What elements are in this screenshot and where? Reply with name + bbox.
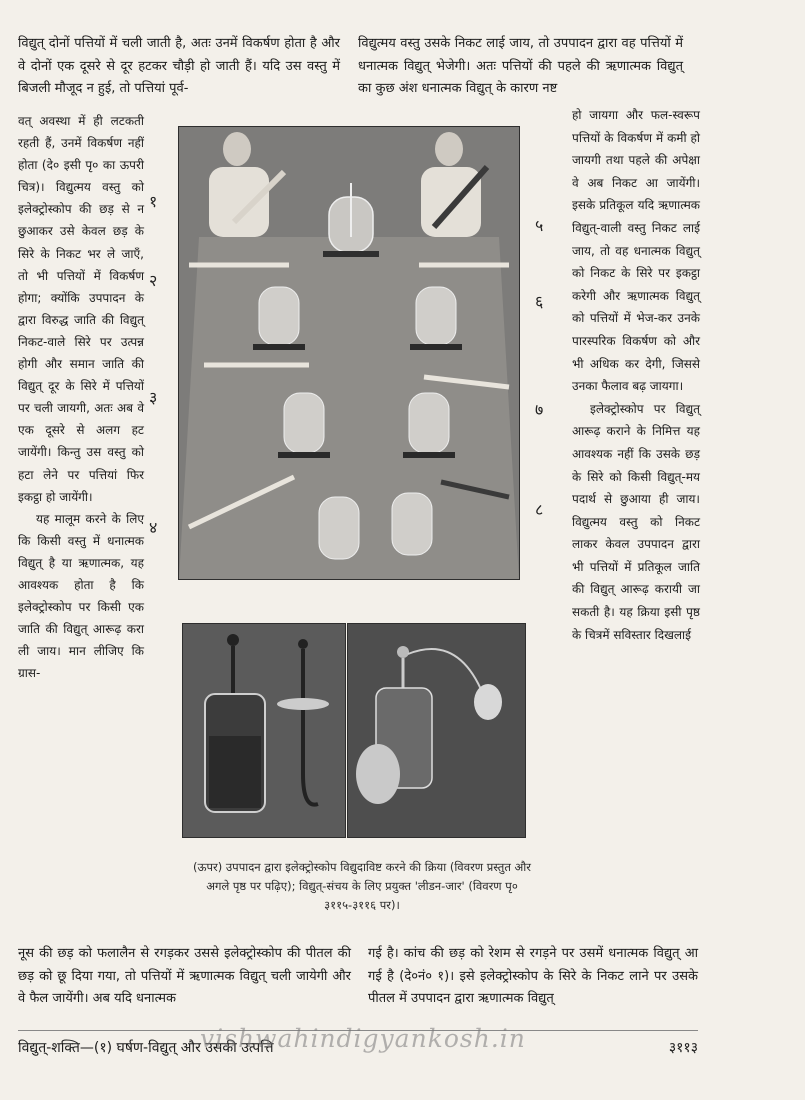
leyden-jar-drawing-right bbox=[348, 624, 525, 837]
footer-section-title: विद्युत्-शक्ति—(१) घर्षण-विद्युत् और उसकी उत्पत्ति bbox=[18, 1040, 274, 1056]
right-column bbox=[572, 104, 700, 646]
left-column-paragraph-2: यह मालूम करने के लिए कि किसी वस्तु में धनात्मक विद्युत् है या ऋणात्मक, यह आवश्यक होता है कि इलेक्ट्रोस्कोप पर किसी एक जाति की विद्युत् आरूढ़ करा ली जाय। मान लीजिए कि ग्रास- bbox=[18, 511, 144, 681]
site-watermark: vishwahindigyankosh.in bbox=[200, 1024, 526, 1053]
bottom-left-paragraph: नूस की छड़ को फलालैन से रगड़कर उससे इलेक्ट्रोस्कोप की पीतल की छड़ को छू दिया गया, तो पत्तियों में ऋणात्मक विद्युत् चली जायेगी और वे फैल जायेंगी। अब यदि धनात्मक bbox=[18, 946, 351, 1006]
leyden-jar-drawing-left bbox=[183, 624, 345, 837]
figure-number-4: ४ bbox=[149, 518, 158, 537]
leyden-jar-photo-right bbox=[347, 623, 526, 838]
page-number: ३११३ bbox=[668, 1040, 698, 1056]
figure-number-2: २ bbox=[149, 271, 158, 290]
figure-caption: (ऊपर) उपपादन द्वारा इलेक्ट्रोस्कोप विद्युदाविष्ट करने की क्रिया (विवरण प्रस्तुत और अगले पृष्ठ पर पढ़िए); विद्युत्-संचय के लिए प्रयुक्त 'लीडन-जार' (विवरण पृ० ३११५-३११६ पर)। bbox=[192, 860, 532, 912]
figure-number-3: ३ bbox=[149, 388, 158, 407]
induction-illustration-drawing bbox=[179, 127, 519, 579]
bottom-right-paragraph: गई है। कांच की छड़ को रेशम से रगड़ने पर उसमें धनात्मक विद्युत् आ गई है (दे०नं० १)। इसे इलेक्ट्रोस्कोप के सिरे के निकट लाने पर उसके पीतल में उपपादन द्वारा ऋणात्मक विद्युत् bbox=[368, 946, 698, 1006]
top-left-paragraph: विद्युत् दोनों पत्तियों में चली जाती है, अतः उनमें विकर्षण होता है और वे दोनों एक दूसरे से दूर हटकर चौड़ी हो जाती हैं। यदि उस वस्तु में बिजली मौजूद न हुई, तो पत्तियां पूर्व- bbox=[18, 36, 340, 96]
induction-illustration bbox=[178, 126, 520, 580]
figure-number-5: ५ bbox=[535, 216, 544, 235]
left-column-paragraph-1: वत् अवस्था में ही लटकती रहती हैं, उनमें विकर्षण नहीं होता (दे० इसी पृ० का ऊपरी चित्र)। विद्युत्मय वस्तु को इलेक्ट्रोस्कोप की छड़ से न छुआकर उसे केवल छड़ के सिरे के निकट भर ले जाएँ, तो भी पत्तियों में विकर्षण होगा; क्योंकि उपपादन के द्वारा विरुद्ध जाति की विद्युत् निकट-वाले सिरे पर उत्पन्न होगी और समान जाति की विद्युत् दूर के सिरे में पत्तियों पर चली जायगी, अतः अब वे एक दूसरे से अलग हट जायेंगी। किन्तु उस वस्तु को हटा लेने पर पत्तियां फिर इकट्ठा हो जायेंगी। bbox=[18, 114, 144, 504]
left-column bbox=[18, 110, 144, 684]
leyden-jar-photo-left bbox=[182, 623, 346, 838]
figure-number-6: ६ bbox=[535, 292, 544, 311]
right-column-paragraph-1: हो जायगा और फल-स्वरूप पत्तियों के विकर्षण में कमी हो जायगी तथा पहले की अपेक्षा वे अब निकट आ जायेंगी। इसके प्रतिकूल यदि ऋणात्मक विद्युत्-वाली वस्तु निकट लाई जाय, तो वह धनात्मक विद्युत् को निकट के सिरे पर इकट्ठा करेगी और ऋणात्मक विद्युत् को पत्तियों में भेज-कर उनके पारस्परिक विकर्षण को और भी अधिक कर देगी, जिससे उनका फैलाव बढ़ जायगा। bbox=[572, 108, 700, 394]
right-column-paragraph-2: इलेक्ट्रोस्कोप पर विद्युत् आरूढ़ कराने के निमित्त यह आवश्यक नहीं कि उसके छड़ के सिरे को किसी विद्युत्-मय पदार्थ से छुआया ही जाय। विद्युत्मय वस्तु को निकट लाकर केवल उपपादन द्वारा भी पत्तियों में प्रतिकूल जाति की विद्युत् आरूढ़ करायी जा सकती है। यह क्रिया इसी पृष्ठ के चित्रमें सविस्तार दिखलाई bbox=[572, 401, 700, 642]
figure-number-1: १ bbox=[149, 192, 158, 211]
top-right-paragraph: विद्युत्मय वस्तु उसके निकट लाई जाय, तो उपपादन द्वारा वह पत्तियों में धनात्मक विद्युत् भेजेगी। अतः पत्तियों की पहले की ऋणात्मक विद्युत् का कुछ अंश धनात्मक विद्युत् के कारण नष्ट bbox=[358, 36, 683, 96]
figure-number-7: ७ bbox=[535, 400, 544, 419]
figure-number-8: ८ bbox=[535, 500, 544, 519]
